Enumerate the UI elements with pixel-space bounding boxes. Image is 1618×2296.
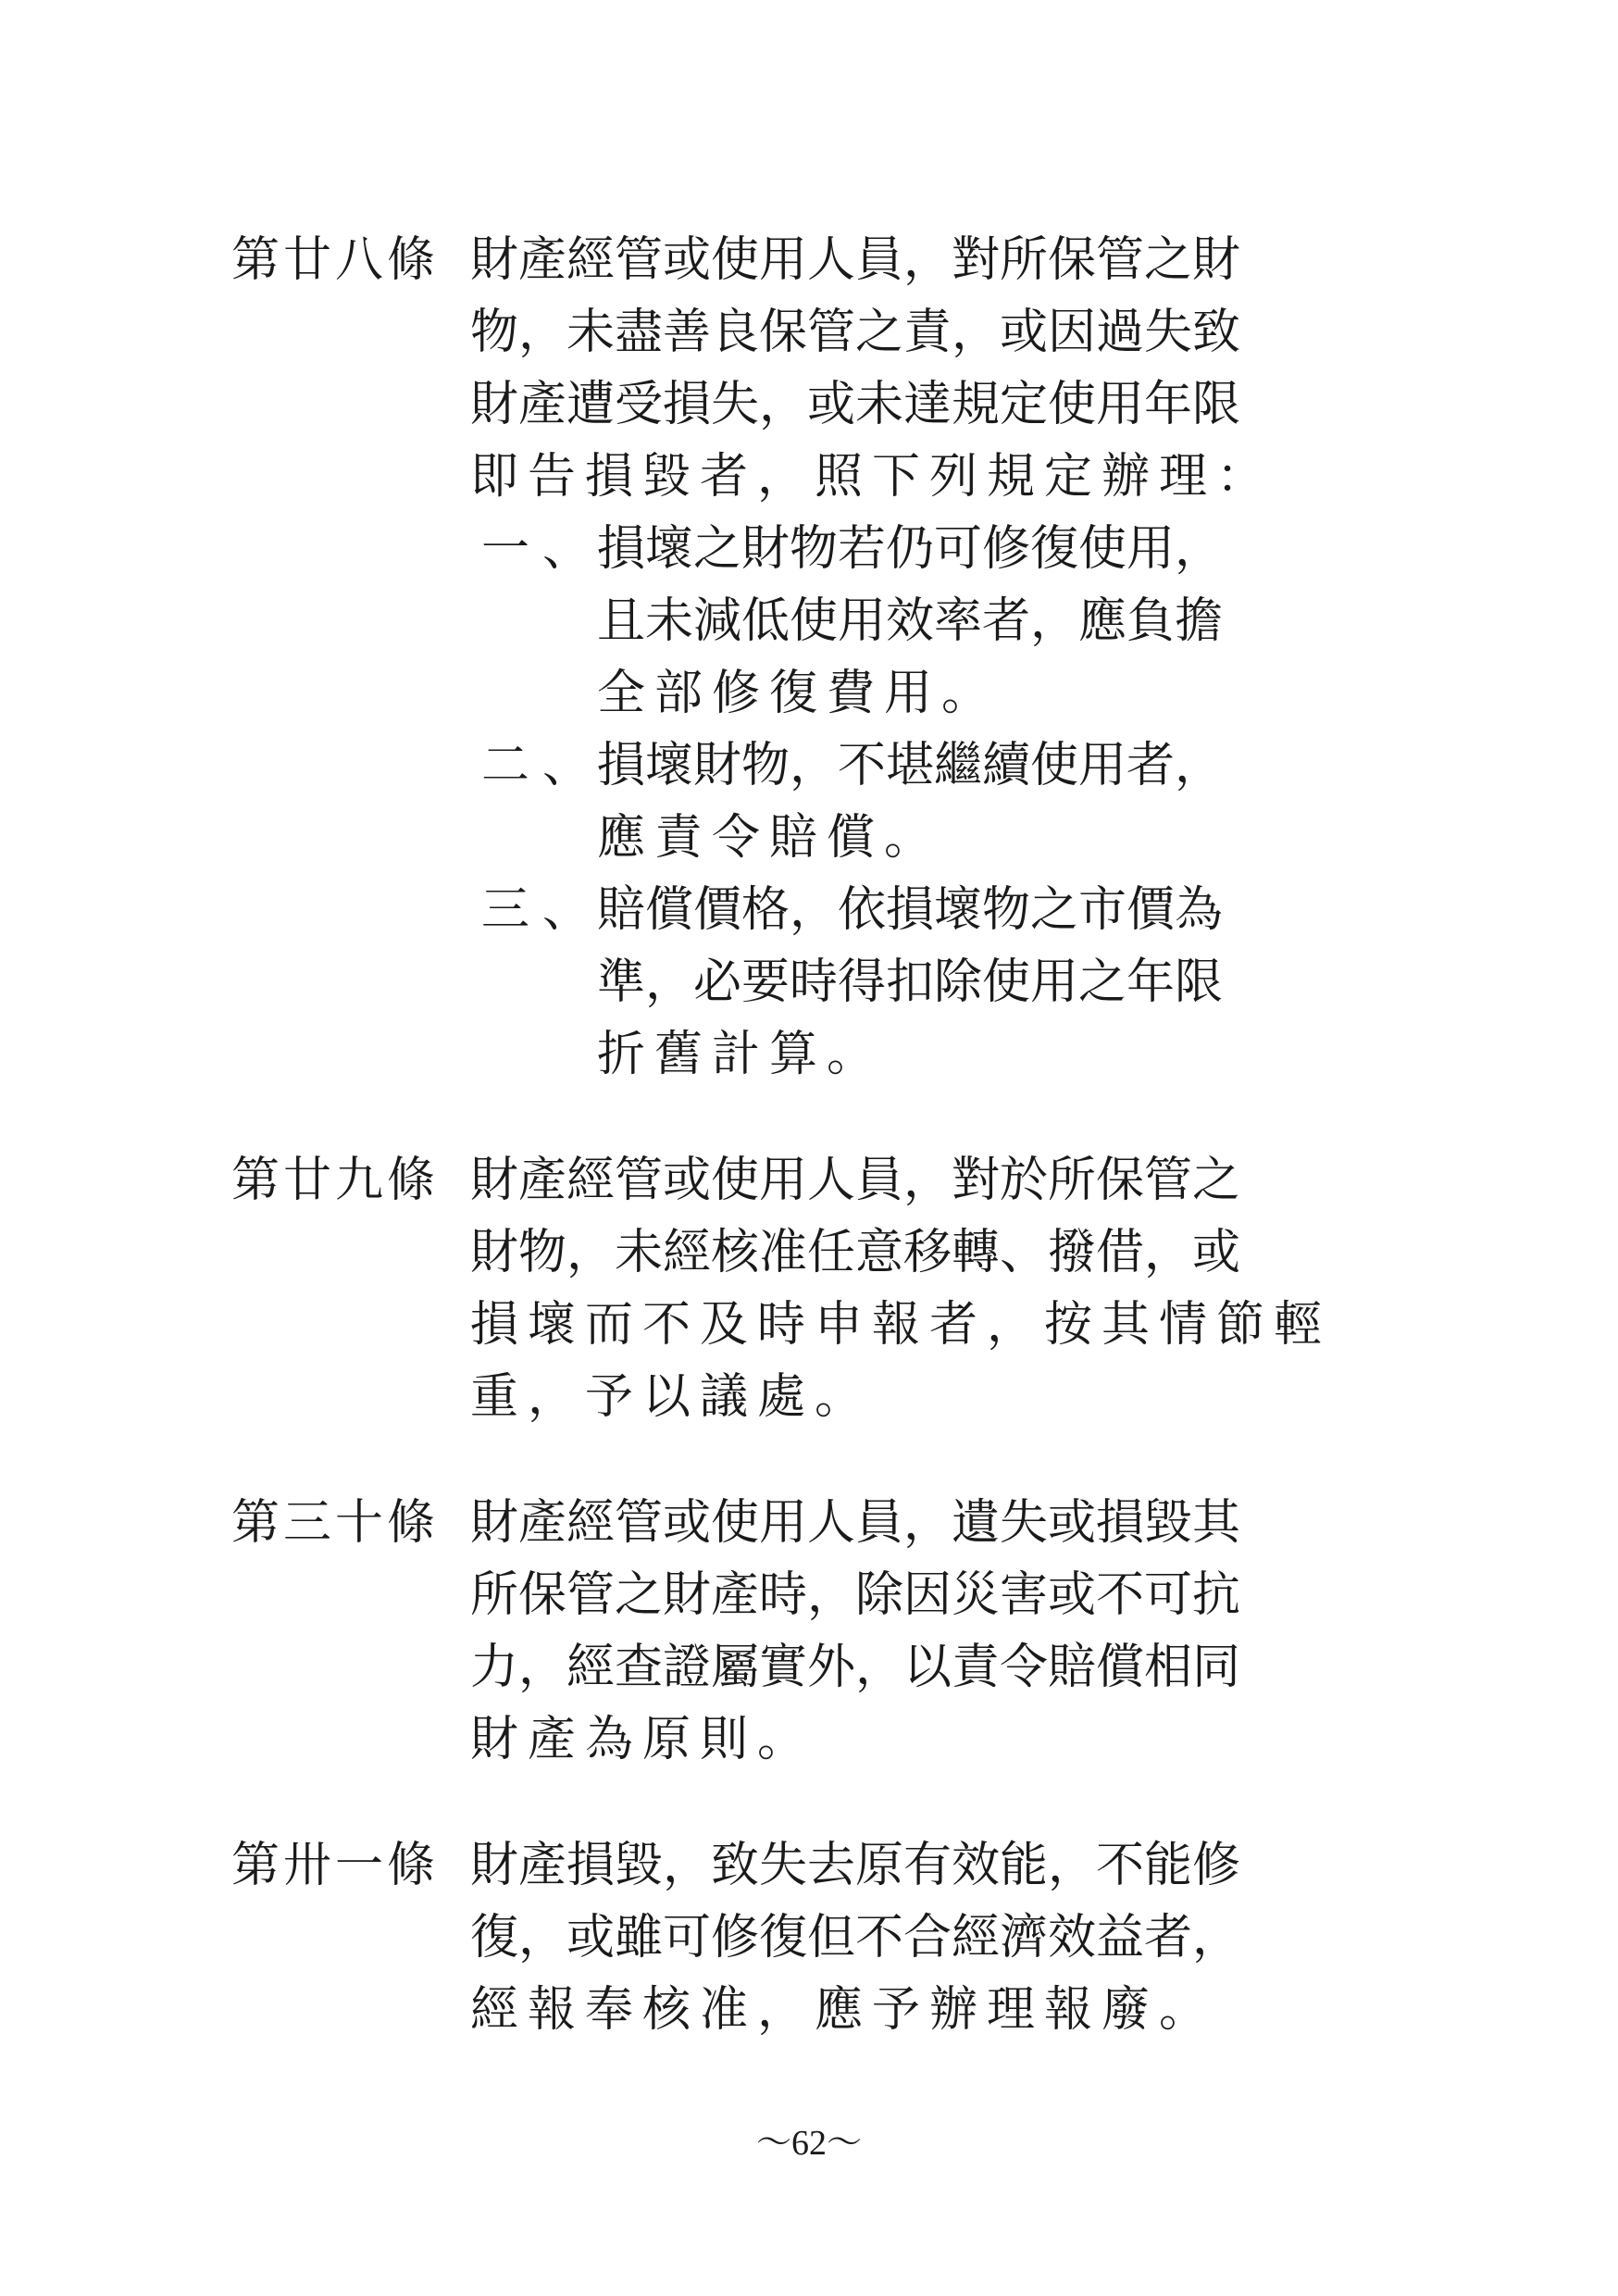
article-text-line: 財產經管或使用人員，對於所保管之 — [470, 1153, 1241, 1208]
article-number: 第卅一條 — [231, 1838, 440, 1893]
item-marker: 一、 — [481, 521, 604, 577]
article-text-line: 所保管之財產時，除因災害或不可抗 — [470, 1567, 1241, 1623]
item-text-line: 且未減低使用效率者，應負擔 — [597, 593, 1224, 649]
item-text-line: 損壞之財物若仍可修復使用， — [597, 521, 1224, 577]
item-text-line: 損壞財物，不堪繼續使用者， — [597, 738, 1224, 793]
article-text-line: 損壞而不及時申報者，按其情節輕 — [470, 1297, 1332, 1353]
article-text-line: 財產損毀，致失去原有效能，不能修 — [470, 1838, 1241, 1893]
item-text-line: 折舊計算。 — [597, 1027, 885, 1082]
article-number: 第廿八條 — [231, 232, 440, 288]
article-number: 第三十條 — [231, 1495, 440, 1551]
page-number: ～62～ — [755, 2124, 862, 2163]
article-text-line: 物，未盡善良保管之責，或因過失致 — [470, 305, 1241, 360]
article-text-line: 即告損毀者，照下列規定辦理： — [470, 449, 1275, 505]
article-text-line: 復，或雖可修復但不合經濟效益者， — [470, 1910, 1241, 1965]
article-text-line: 重，予以議處。 — [470, 1369, 873, 1425]
article-text-line: 財物，未經核准任意移轉、撥借，或 — [470, 1225, 1241, 1280]
item-marker: 三、 — [481, 882, 604, 938]
article-text-line: 財產經管或使用人員，對所保管之財 — [470, 232, 1241, 288]
article-text-line: 財產為原則。 — [470, 1712, 815, 1767]
item-text-line: 準，必要時得扣除使用之年限 — [597, 955, 1224, 1010]
article-text-line: 財產經管或使用人員，遺失或損毀其 — [470, 1495, 1241, 1551]
item-text-line: 全部修復費用。 — [597, 666, 1000, 721]
article-text-line: 經報奉核准，應予辦理報廢。 — [470, 1982, 1217, 2038]
article-number: 第廿九條 — [231, 1153, 440, 1208]
article-text-line: 財產遭受損失，或未達規定使用年限 — [470, 377, 1241, 432]
article-text-line: 力，經查證屬實外，以責令賠償相同 — [470, 1640, 1241, 1695]
item-marker: 二、 — [481, 738, 604, 793]
item-text-line: 應責令賠償。 — [597, 810, 942, 866]
item-text-line: 賠償價格，依損壞物之市價為 — [597, 882, 1224, 938]
